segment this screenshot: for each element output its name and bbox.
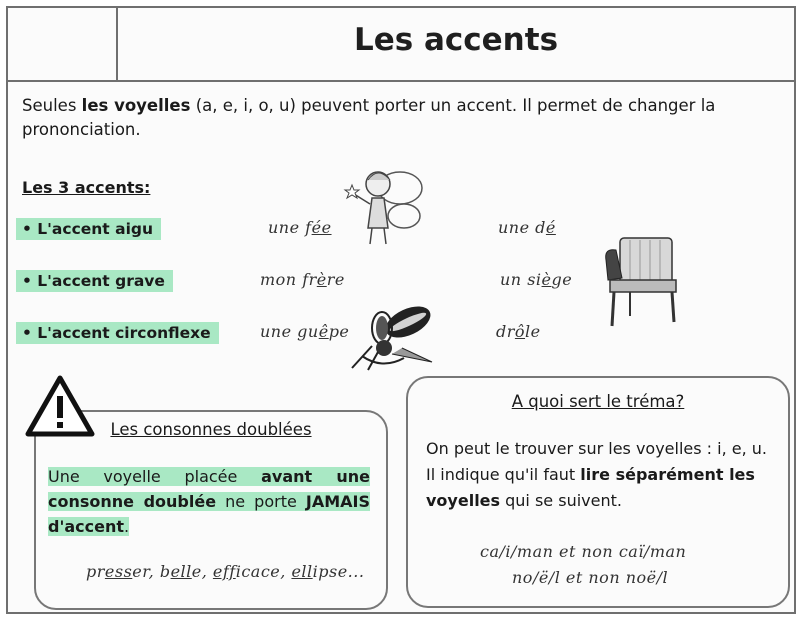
trema-text: qui se suivent. bbox=[500, 491, 622, 510]
example-part: une d bbox=[498, 218, 546, 237]
worksheet bbox=[6, 6, 796, 614]
example-part: mon fr bbox=[260, 270, 317, 289]
consonnes-examples bbox=[86, 562, 364, 581]
example-part: un si bbox=[500, 270, 542, 289]
example-part: icace, bbox=[235, 562, 292, 581]
example-accent: ô bbox=[514, 322, 526, 341]
example-word bbox=[498, 218, 556, 237]
accent-label: • L'accent aigu bbox=[16, 218, 161, 240]
example-part: le bbox=[525, 322, 541, 341]
consonnes-rule bbox=[48, 464, 370, 539]
example-double: eff bbox=[212, 562, 236, 581]
example-part: ge bbox=[551, 270, 573, 289]
example-part: dr bbox=[496, 322, 515, 341]
example-accent: ê bbox=[318, 322, 329, 341]
rule-text: . bbox=[124, 517, 130, 536]
example-word bbox=[260, 322, 349, 341]
trema-heading: A quoi sert le tréma? bbox=[511, 392, 685, 411]
trema-line-1: On peut le trouver sur les voyelles : i, e, u. bbox=[426, 439, 768, 458]
rule-bold: d'accent bbox=[48, 517, 125, 536]
rule-text: Une voyelle placée bbox=[48, 467, 262, 486]
trema-text: Il indique qu'il faut bbox=[426, 465, 581, 484]
trema-bold: lire séparément les voyelles bbox=[426, 465, 755, 510]
example-word bbox=[260, 270, 345, 289]
trema-line-2 bbox=[426, 462, 776, 514]
example-double: ell bbox=[170, 562, 192, 581]
rule-bold: avant une consonne doublée bbox=[48, 467, 371, 511]
example-accent: é bbox=[545, 218, 556, 237]
page-title: Les accents bbox=[353, 22, 559, 58]
example-double: ess bbox=[104, 562, 133, 581]
intro-bold: les voyelles bbox=[81, 96, 191, 115]
warning-icon bbox=[24, 374, 96, 438]
example-double: ell bbox=[291, 562, 313, 581]
example-accent: è bbox=[541, 270, 552, 289]
intro-paragraph bbox=[22, 94, 762, 142]
consonnes-heading: Les consonnes doublées bbox=[110, 420, 312, 439]
consonnes-box bbox=[34, 410, 388, 610]
example-word bbox=[500, 270, 572, 289]
example-part: une f bbox=[268, 218, 312, 237]
wasp-illustration bbox=[342, 298, 442, 374]
example-part: er, bbox=[132, 562, 160, 581]
example-word bbox=[268, 218, 332, 237]
example-part: ipse... bbox=[312, 562, 365, 581]
armchair-illustration bbox=[600, 230, 684, 330]
example-accent: è bbox=[316, 270, 327, 289]
trema-example-2: no/ë/l et non noë/l bbox=[512, 568, 669, 587]
accent-label: • L'accent circonflexe bbox=[16, 322, 219, 344]
accent-label: • L'accent grave bbox=[16, 270, 173, 292]
fairy-illustration bbox=[342, 158, 436, 252]
example-part: b bbox=[159, 562, 171, 581]
trema-explanation bbox=[426, 436, 776, 514]
example-word bbox=[496, 322, 541, 341]
example-part: pr bbox=[86, 562, 105, 581]
intro-text-1: Seules bbox=[22, 96, 82, 115]
rule-text: ne porte bbox=[216, 492, 306, 511]
example-part: e, bbox=[191, 562, 213, 581]
intro-text-2: (a, e, i, o, u) peuvent porter un accent. Il permet de changer la prononciation. bbox=[22, 96, 716, 139]
trema-box bbox=[406, 376, 790, 608]
example-part: pe bbox=[328, 322, 350, 341]
trema-example-1: ca/i/man et non caï/man bbox=[480, 542, 687, 561]
example-part: une gu bbox=[260, 322, 319, 341]
example-part: re bbox=[326, 270, 345, 289]
example-accent: ée bbox=[311, 218, 332, 237]
title-bar bbox=[8, 8, 794, 82]
accents-heading: Les 3 accents: bbox=[22, 178, 151, 197]
rule-bold: JAMAIS bbox=[305, 492, 370, 511]
